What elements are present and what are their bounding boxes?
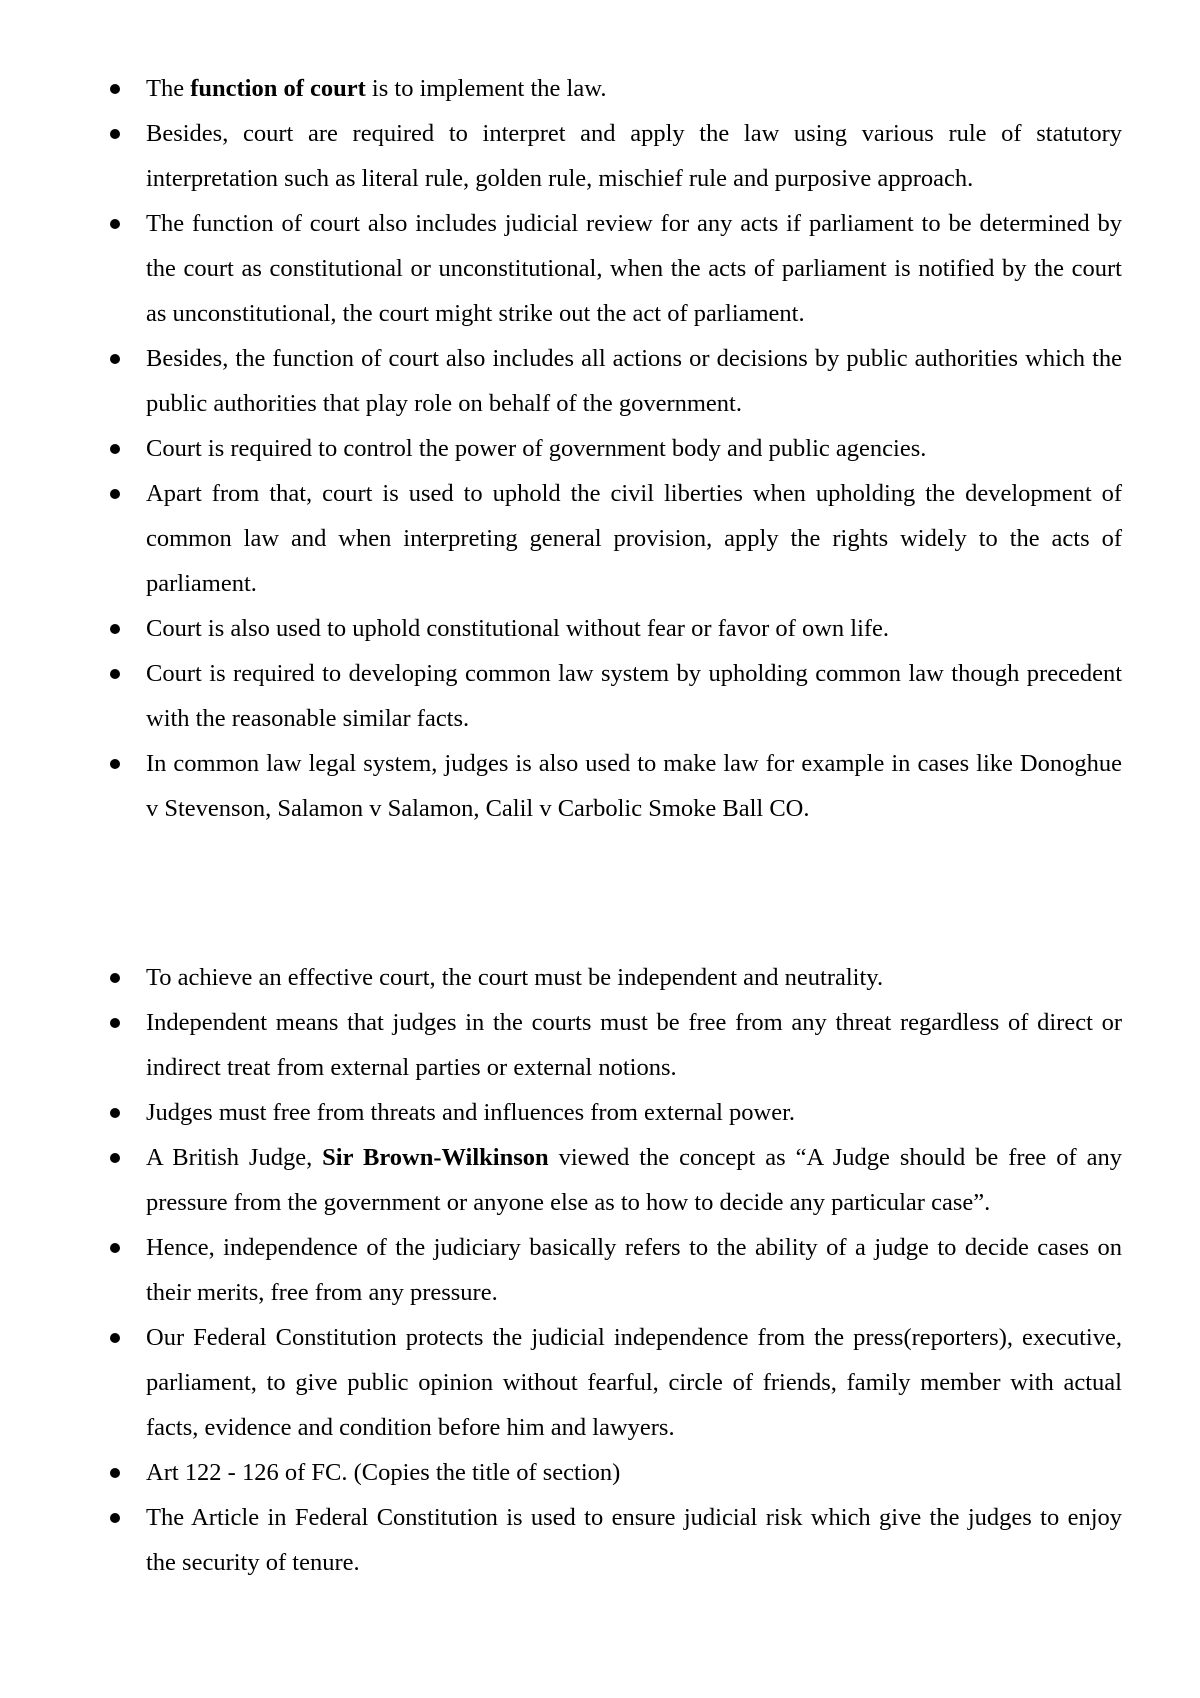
list-item <box>100 66 1122 111</box>
list-item: In common law legal system, judges is also used to make law for example in cases like Donoghue v Stevenson, Salamon v Salamon, Calil v Carbolic Smoke Ball CO. <box>100 741 1122 831</box>
list-item: Judges must free from threats and influences from external power. <box>100 1090 1122 1135</box>
list-item: The function of court also includes judicial review for any acts if parliament to be determined by the court as constitutional or unconstitutional, when the acts of parliament is notified by the court as unconstitutional, the court might strike out the act of parliament. <box>100 201 1122 336</box>
list-item: Court is required to developing common law system by upholding common law though precedent with the reasonable similar facts. <box>100 651 1122 741</box>
list-item: Court is also used to uphold constitutional without fear or favor of own life. <box>100 606 1122 651</box>
item-text-post: viewed the concept as “A Judge should be free of any pressure from the government or anyone else as to how to decide any particular case”. <box>146 1144 1122 1216</box>
list-item <box>100 1135 1122 1225</box>
list-item: Besides, the function of court also includes all actions or decisions by public authorities which the public authorities that play role on behalf of the government. <box>100 336 1122 426</box>
item-text-bold: Sir Brown-Wilkinson <box>322 1144 549 1171</box>
bullet-list-judicial-independence <box>100 955 1122 1585</box>
list-item: Court is required to control the power of government body and public agencies. <box>100 426 1122 471</box>
list-item: Independent means that judges in the courts must be free from any threat regardless of direct or indirect treat from external parties or external notions. <box>100 1000 1122 1090</box>
bullet-list-court-functions <box>100 66 1122 831</box>
item-text-pre: The <box>146 75 191 102</box>
list-item: Hence, independence of the judiciary basically refers to the ability of a judge to decide cases on their merits, free from any pressure. <box>100 1225 1122 1315</box>
list-item: To achieve an effective court, the court must be independent and neutrality. <box>100 955 1122 1000</box>
list-item: The Article in Federal Constitution is used to ensure judicial risk which give the judges to enjoy the security of tenure. <box>100 1495 1122 1585</box>
list-item: Besides, court are required to interpret and apply the law using various rule of statutory interpretation such as literal rule, golden rule, mischief rule and purposive approach. <box>100 111 1122 201</box>
list-item: Apart from that, court is used to uphold the civil liberties when upholding the development of common law and when interpreting general provision, apply the rights widely to the acts of parliament. <box>100 471 1122 606</box>
section-spacer <box>100 831 1122 955</box>
item-text-bold: function of court <box>190 75 366 102</box>
item-text-post: is to implement the law. <box>365 75 607 102</box>
item-text-pre: A British Judge, <box>146 1144 323 1171</box>
list-item: Art 122 - 126 of FC. (Copies the title of section) <box>100 1450 1122 1495</box>
list-item: Our Federal Constitution protects the judicial independence from the press(reporters), executive, parliament, to give public opinion without fearful, circle of friends, family member with actual facts, evidence and condition before him and lawyers. <box>100 1315 1122 1450</box>
